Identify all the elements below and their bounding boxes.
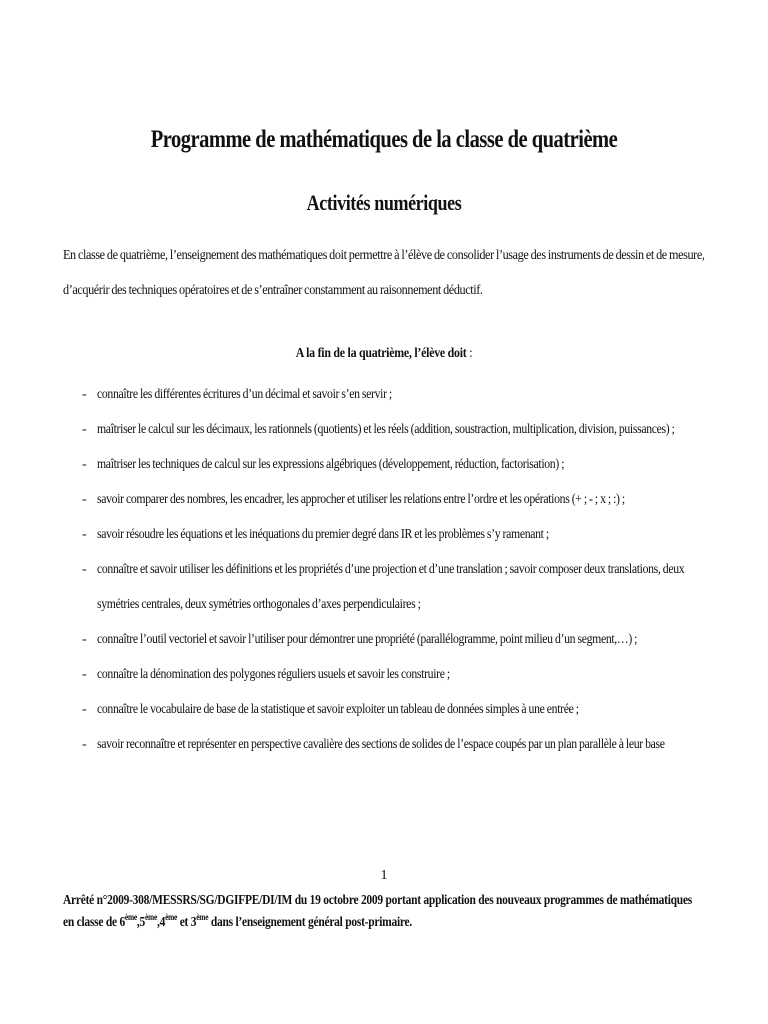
grade-suffix: ème — [145, 912, 157, 922]
bullet-marker: - — [82, 492, 87, 507]
footnote-prefix: en classe de — [63, 915, 120, 930]
objective-text: connaître les différentes écritures d’un décimal et savoir s’en servir ; — [97, 387, 392, 402]
objective-text: maîtriser les techniques de calcul sur les expressions algébriques (développement, réduction, factorisation) ; — [97, 457, 565, 472]
bullet-marker: - — [82, 457, 87, 472]
list-item — [0, 622, 768, 657]
bullet-marker: - — [82, 632, 87, 647]
bullet-marker: - — [82, 527, 87, 542]
page-title: Programme de mathématiques de la classe de quatrième — [150, 126, 618, 153]
bullet-marker: - — [82, 387, 87, 402]
objective-text: savoir comparer des nombres, les encadrer, les approcher et utiliser les relations entre l’ordre et les opérations (+ ; - ; x ; :) ; — [97, 492, 625, 507]
grade-number: 4 — [159, 915, 166, 930]
bullet-marker: - — [82, 422, 87, 437]
list-item — [0, 552, 768, 622]
footnote-suffix: dans l’enseignement général post-primaire. — [208, 915, 413, 930]
objectives-heading-colon: : — [466, 346, 473, 361]
separator: , — [136, 915, 140, 930]
objective-text: savoir résoudre les équations et les inéquations du premier degré dans IR et les problèmes s’y ramenant ; — [97, 527, 549, 542]
bullet-marker: - — [82, 667, 87, 682]
page-number: 1 — [380, 868, 388, 883]
bullet-marker: - — [82, 702, 87, 717]
list-item — [0, 727, 768, 762]
intro-line: d’acquérir des techniques opératoires et de s’entraîner constamment au raisonnement déductif. — [63, 283, 483, 298]
objective-text: maîtriser le calcul sur les décimaux, les rationnels (quotients) et les réels (addition, soustraction, multiplication, division, puissances) ; — [97, 422, 675, 437]
grade-number: 3 — [190, 915, 197, 930]
footnote-line1: Arrêté n°2009-308/MESSRS/SG/DGIFPE/DI/IM du 19 octobre 2009 portant application des nouveaux programmes de mathématiques — [63, 893, 693, 908]
objective-text: connaître et savoir utiliser les définitions et les propriétés d’une projection et d’une translation ; savoir composer deux translations, deux symétries centrales, deux symétries orthogonales d’axes perpendiculaires ; — [97, 562, 685, 612]
objectives-heading — [58, 346, 711, 362]
intro-paragraph — [63, 238, 723, 308]
grade-number: 6 — [119, 915, 125, 930]
separator: , — [156, 915, 160, 930]
list-item — [0, 377, 768, 412]
list-item — [0, 412, 768, 447]
list-item — [0, 482, 768, 517]
list-item — [0, 692, 768, 727]
grade-suffix: ème — [196, 912, 209, 922]
conjunction: et — [177, 915, 191, 930]
list-item — [0, 447, 768, 482]
bullet-marker: - — [82, 562, 87, 577]
list-item — [0, 517, 768, 552]
list-item — [0, 657, 768, 692]
objective-text: connaître la dénomination des polygones réguliers usuels et savoir les construire ; — [97, 667, 450, 682]
objectives-heading-text: A la fin de la quatrième, l’élève doit — [295, 346, 467, 361]
footnote — [63, 890, 703, 934]
grade-number: 5 — [139, 915, 146, 930]
objective-text: connaître le vocabulaire de base de la statistique et savoir exploiter un tableau de données simples à une entrée ; — [97, 702, 579, 717]
bullet-marker: - — [82, 737, 87, 752]
section-title: Activités numériques — [306, 190, 462, 215]
grade-suffix: ème — [124, 912, 137, 922]
grade-suffix: ème — [165, 912, 178, 922]
objective-text: connaître l’outil vectoriel et savoir l’utiliser pour démontrer une propriété (parallélogramme, point milieu d’un segment,…) ; — [97, 632, 638, 647]
intro-line: En classe de quatrième, l’enseignement des mathématiques doit permettre à l’élève de consolider l’usage des instruments de dessin et de mesure, — [63, 248, 705, 263]
objectives-list — [0, 377, 768, 762]
objective-text: savoir reconnaître et représenter en perspective cavalière des sections de solides de l’espace coupés par un plan parallèle à leur base — [97, 737, 665, 752]
